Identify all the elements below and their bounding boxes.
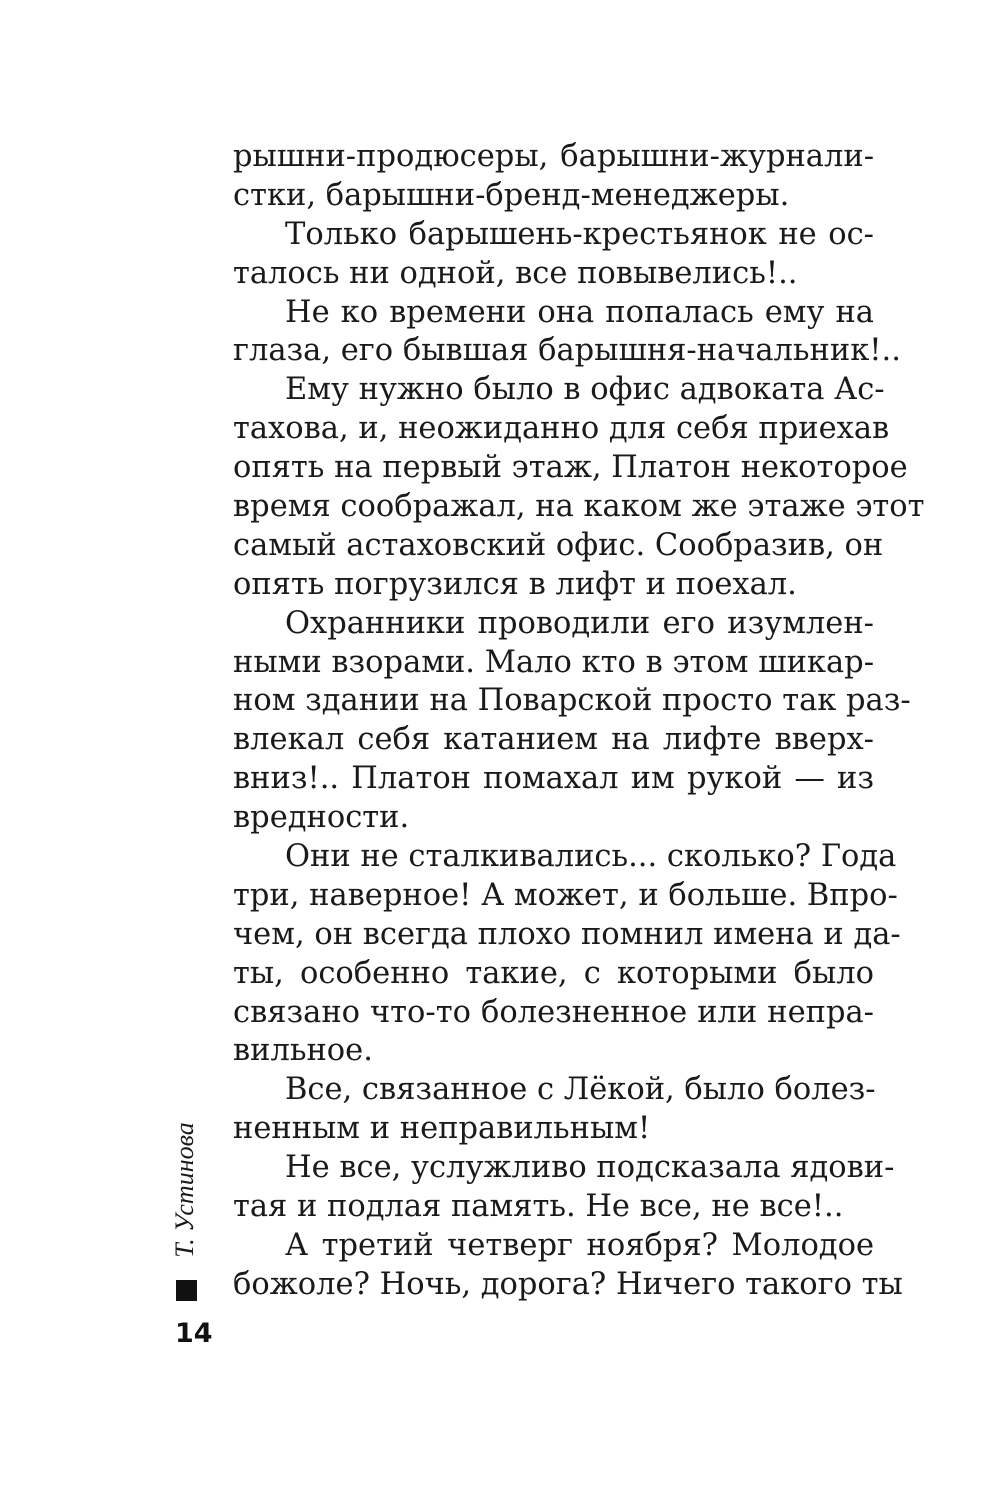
text-line: тая и подлая память. Не все, не все!.. [233, 1189, 844, 1225]
body-text [233, 138, 925, 1305]
text-line: ными взорами. Мало кто в этом шикар- [233, 644, 874, 680]
text-line: опять на первый этаж, Платон некоторое [233, 450, 908, 486]
text-line: стки, барышни-бренд-менеджеры. [233, 177, 790, 213]
text-line: чем, он всегда плохо помнил имена и да- [233, 916, 901, 952]
text-line: вредности. [233, 800, 410, 836]
text-line: Ему нужно было в офис адвоката Ас- [285, 372, 885, 408]
text-line: рышни-продюсеры, барышни-журнали- [233, 139, 874, 174]
text-line: влекал себя катанием на лифте вверх- [233, 722, 874, 758]
text-line: связано что-то болезненное или непра- [233, 994, 874, 1030]
text-line: ты, особенно такие, с которыми было [233, 955, 874, 991]
text-line: глаза, его бывшая барышня-начальник!.. [233, 333, 901, 369]
text-line: Они не сталкивались... сколько? Года [285, 839, 897, 875]
text-line: тахова, и, неожиданно для себя приехав [233, 411, 890, 447]
text-line: ном здании на Поварской просто так раз- [233, 683, 911, 719]
page-number: 14 [175, 1318, 213, 1349]
text-line: ненным и неправильным! [233, 1111, 651, 1147]
text-line: Все, связанное с Лёкой, было болез- [285, 1072, 876, 1108]
running-head [165, 1120, 205, 1260]
text-line: божоле? Ночь, дорога? Ничего такого ты [233, 1266, 903, 1302]
author-name: Т. Устинова [170, 1122, 199, 1258]
text-line: А третий четверг ноября? Молодое [285, 1227, 874, 1263]
text-line: вниз!.. Платон помахал им рукой — из [233, 761, 874, 797]
text-line: Не все, услужливо подсказала ядови- [285, 1150, 895, 1186]
text-line: Не ко времени она попалась ему на [285, 294, 874, 330]
text-line: время соображал, на каком же этаже этот [233, 489, 925, 525]
text-line: талось ни одной, все повывелись!.. [233, 255, 798, 291]
text-line: три, наверное! А может, и больше. Впро- [233, 877, 898, 913]
square-marker-icon [176, 1280, 197, 1301]
text-line: вильное. [233, 1033, 373, 1069]
text-line: самый астаховский офис. Сообразив, он [233, 527, 884, 563]
text-line: опять погрузился в лифт и поехал. [233, 566, 797, 602]
text-line: Только барышень-крестьянок не ос- [285, 216, 874, 252]
text-line: Охранники проводили его изумлен- [285, 605, 874, 641]
